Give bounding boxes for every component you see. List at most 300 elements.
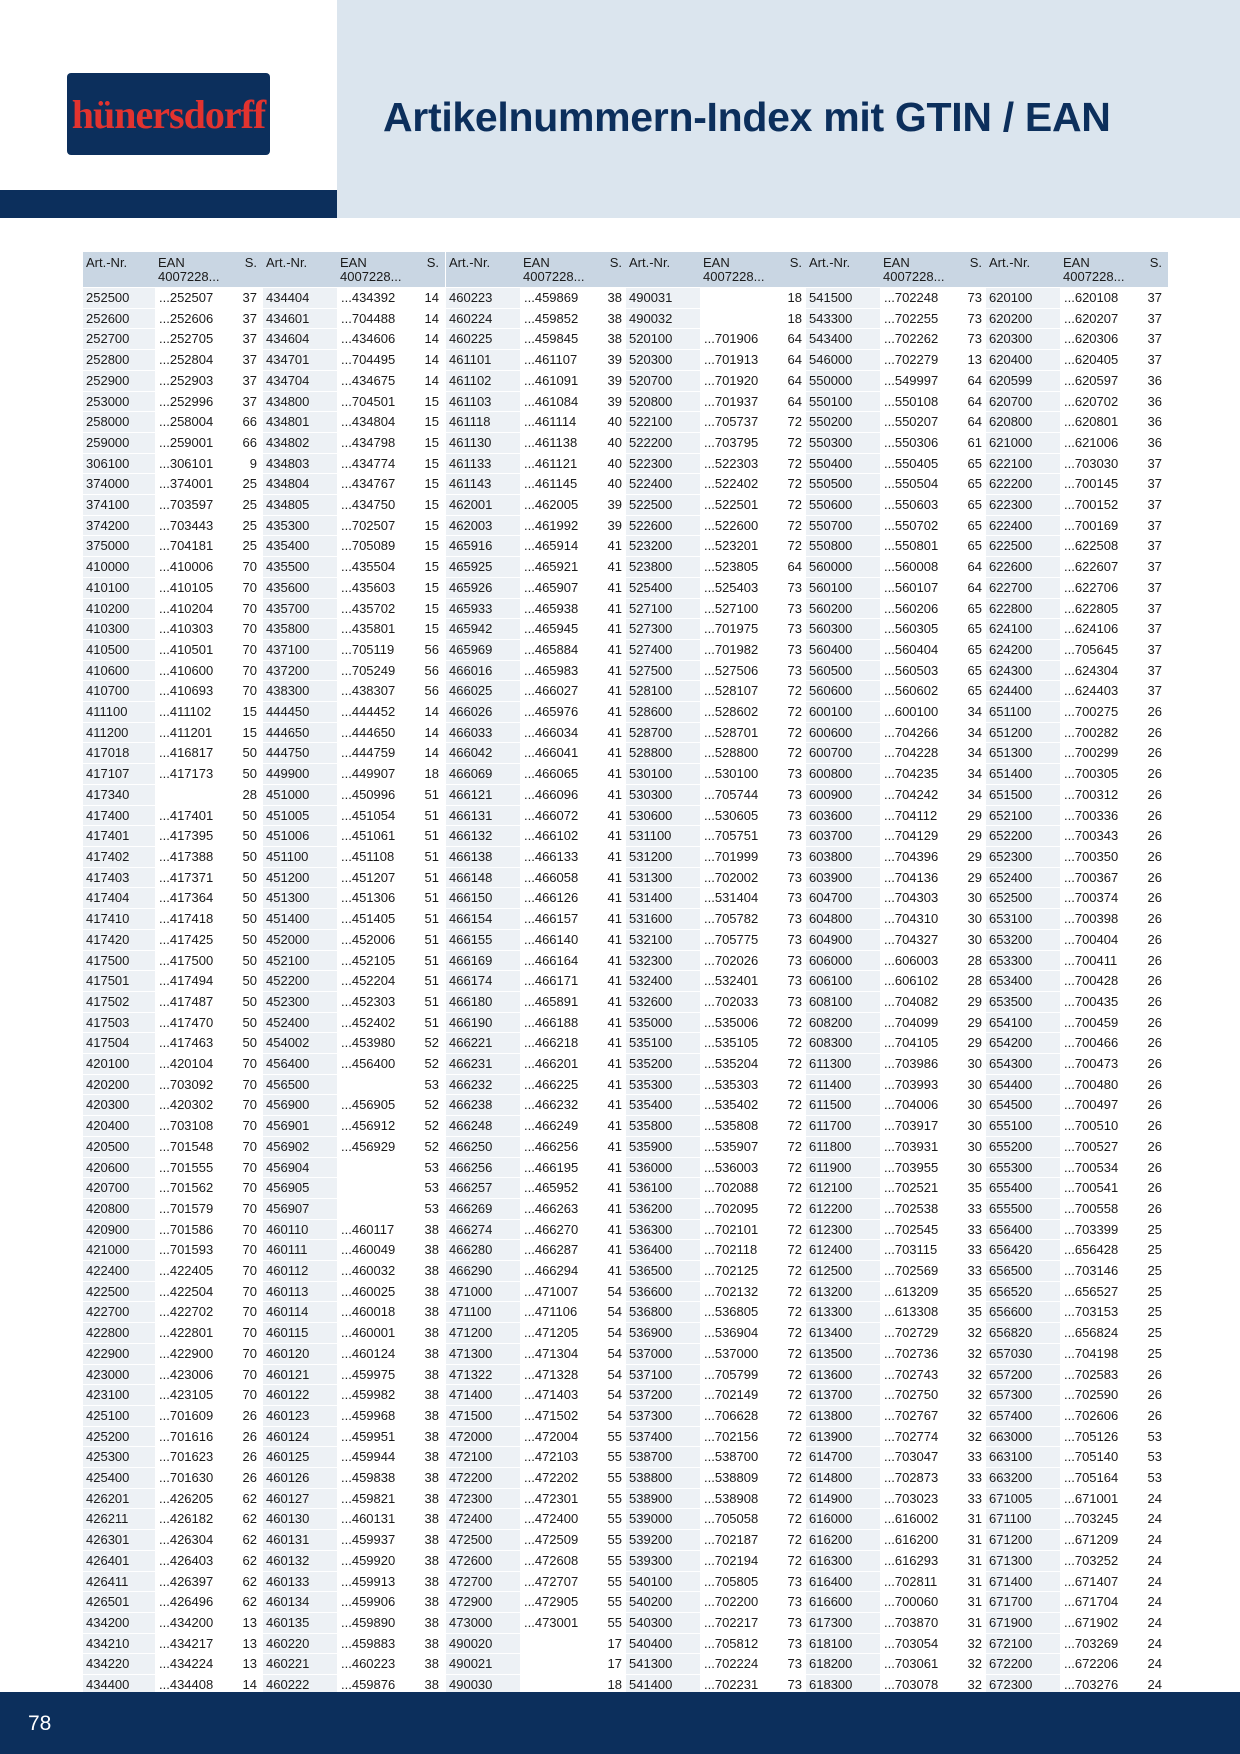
ean-code: ...460131 (337, 1509, 415, 1530)
page-ref: 26 (1138, 743, 1168, 764)
ean-code: ...550306 (880, 432, 958, 453)
page-ref: 55 (598, 1468, 628, 1489)
page-ref: 72 (778, 743, 808, 764)
article-number: 535900 (626, 1136, 700, 1157)
article-number: 613500 (806, 1343, 880, 1364)
article-number: 528100 (626, 681, 700, 702)
page-ref: 14 (415, 370, 445, 391)
table-row (986, 1385, 1168, 1406)
article-number: 540200 (626, 1592, 700, 1613)
page-ref: 38 (415, 1240, 445, 1261)
ean-code: ...702026 (700, 950, 778, 971)
page-ref: 51 (415, 805, 445, 826)
table-row (626, 391, 808, 412)
article-number: 654400 (986, 1074, 1060, 1095)
table-row (263, 681, 445, 702)
article-number: 425100 (83, 1405, 155, 1426)
table-row (263, 702, 445, 723)
article-number: 613600 (806, 1364, 880, 1385)
table-row (806, 950, 988, 971)
table-row (446, 1488, 628, 1509)
ean-code: ...466157 (520, 909, 598, 930)
page-ref: 51 (415, 784, 445, 805)
page-ref: 24 (1138, 1592, 1168, 1613)
ean-code: ...426496 (155, 1592, 233, 1613)
table-row (446, 370, 628, 391)
ean-code: ...705089 (337, 536, 415, 557)
ean-code: ...471403 (520, 1385, 598, 1406)
table-row (446, 991, 628, 1012)
table-header-row (806, 252, 988, 288)
page-ref: 72 (778, 1468, 808, 1489)
ean-code: ...702194 (700, 1550, 778, 1571)
table-header-row (83, 252, 263, 288)
page-ref: 29 (958, 867, 988, 888)
ean-code: ...465907 (520, 577, 598, 598)
article-number: 466042 (446, 743, 520, 764)
article-number: 611700 (806, 1116, 880, 1137)
header-page: S. (1138, 252, 1168, 288)
page-ref: 25 (233, 515, 263, 536)
ean-code: ...527506 (700, 660, 778, 681)
article-number: 374200 (83, 515, 155, 536)
table-row (626, 1654, 808, 1675)
ean-code: ...702200 (700, 1592, 778, 1613)
article-number: 410600 (83, 660, 155, 681)
page-ref: 41 (598, 1261, 628, 1282)
table-row (83, 1488, 263, 1509)
table-row (806, 1323, 988, 1344)
ean-code: ...701548 (155, 1136, 233, 1157)
ean-code: ...620702 (1060, 391, 1138, 412)
article-number: 460134 (263, 1592, 337, 1613)
table-row (446, 1033, 628, 1054)
header-page: S. (778, 252, 808, 288)
table-row (986, 722, 1168, 743)
table-row (626, 1364, 808, 1385)
article-number: 434803 (263, 453, 337, 474)
page-ref: 26 (1138, 702, 1168, 723)
page-ref: 17 (598, 1633, 628, 1654)
ean-code: ...535907 (700, 1136, 778, 1157)
table-row (83, 1571, 263, 1592)
ean-code: ...434606 (337, 329, 415, 350)
article-number: 535200 (626, 1054, 700, 1075)
article-number: 452100 (263, 950, 337, 971)
article-number: 535000 (626, 1012, 700, 1033)
article-number: 471500 (446, 1405, 520, 1426)
article-number: 624100 (986, 619, 1060, 640)
table-row (986, 1509, 1168, 1530)
ean-code: ...704310 (880, 909, 958, 930)
ean-code: ...466041 (520, 743, 598, 764)
page-ref: 26 (1138, 826, 1168, 847)
article-number: 422500 (83, 1281, 155, 1302)
table-row (446, 1281, 628, 1302)
page-ref: 32 (958, 1633, 988, 1654)
table-row (446, 888, 628, 909)
page-ref: 41 (598, 660, 628, 681)
page-ref: 54 (598, 1323, 628, 1344)
table-row (83, 950, 263, 971)
ean-code: ...704228 (880, 743, 958, 764)
table-row (83, 453, 263, 474)
table-row (446, 391, 628, 412)
ean-code: ...704105 (880, 1033, 958, 1054)
ean-code: ...456400 (337, 1054, 415, 1075)
table-row (626, 1074, 808, 1095)
header-art-nr: Art.-Nr. (263, 252, 337, 288)
ean-code: ...703153 (1060, 1302, 1138, 1323)
article-number: 656600 (986, 1302, 1060, 1323)
page-ref: 39 (598, 515, 628, 536)
table-row (446, 639, 628, 660)
page-ref: 62 (233, 1550, 263, 1571)
table-row (446, 681, 628, 702)
ean-code: ...702231 (700, 1675, 778, 1696)
article-number: 420700 (83, 1178, 155, 1199)
article-number: 417401 (83, 826, 155, 847)
ean-code: ...703115 (880, 1240, 958, 1261)
page-ref: 72 (778, 1364, 808, 1385)
table-row (263, 1157, 445, 1178)
ean-code: ...452006 (337, 929, 415, 950)
ean-code: ...701586 (155, 1219, 233, 1240)
ean-code: ...252507 (155, 288, 233, 309)
table-row (263, 1240, 445, 1261)
table-row (83, 681, 263, 702)
ean-code: ...459975 (337, 1364, 415, 1385)
article-number: 417400 (83, 805, 155, 826)
table-row (446, 971, 628, 992)
article-number: 417504 (83, 1033, 155, 1054)
page-ref: 52 (415, 1136, 445, 1157)
page-ref: 70 (233, 1385, 263, 1406)
ean-code: ...252804 (155, 350, 233, 371)
ean-code: ...624106 (1060, 619, 1138, 640)
ean-code: ...411102 (155, 702, 233, 723)
page-ref: 40 (598, 432, 628, 453)
article-number: 490031 (626, 288, 700, 309)
article-number: 671900 (986, 1613, 1060, 1634)
ean-code: ...560008 (880, 557, 958, 578)
ean-code: ...704303 (880, 888, 958, 909)
page-ref: 50 (233, 1012, 263, 1033)
article-number: 466231 (446, 1054, 520, 1075)
article-number: 540400 (626, 1633, 700, 1654)
article-number: 417420 (83, 929, 155, 950)
article-number: 417502 (83, 991, 155, 1012)
ean-code: ...600100 (880, 702, 958, 723)
article-number: 618100 (806, 1633, 880, 1654)
page-ref: 72 (778, 722, 808, 743)
page-ref: 65 (958, 515, 988, 536)
ean-code: ...410006 (155, 557, 233, 578)
page-ref: 37 (1138, 288, 1168, 309)
page-ref: 31 (958, 1530, 988, 1551)
page-ref: 25 (1138, 1219, 1168, 1240)
ean-code: ...702521 (880, 1178, 958, 1199)
ean-code: ...471304 (520, 1343, 598, 1364)
page-ref: 25 (1138, 1323, 1168, 1344)
ean-code: ...451405 (337, 909, 415, 930)
article-number: 560300 (806, 619, 880, 640)
article-number: 622400 (986, 515, 1060, 536)
article-number: 654100 (986, 1012, 1060, 1033)
page-ref: 35 (958, 1178, 988, 1199)
page-ref: 35 (958, 1302, 988, 1323)
article-number: 536900 (626, 1323, 700, 1344)
article-number: 410300 (83, 619, 155, 640)
header-page: S. (958, 252, 988, 288)
ean-code: ...703108 (155, 1116, 233, 1137)
page-ref: 55 (598, 1550, 628, 1571)
page-ref: 70 (233, 1116, 263, 1137)
table-row (446, 474, 628, 495)
page-ref: 37 (233, 350, 263, 371)
page-ref: 37 (1138, 681, 1168, 702)
ean-code: ...536805 (700, 1302, 778, 1323)
page-ref: 28 (958, 950, 988, 971)
article-number: 449900 (263, 764, 337, 785)
page-ref: 26 (1138, 764, 1168, 785)
page-ref: 51 (415, 929, 445, 950)
page-ref: 53 (1138, 1468, 1168, 1489)
page-ref: 70 (233, 1281, 263, 1302)
page-ref: 72 (778, 1261, 808, 1282)
ean-code: ...466126 (520, 888, 598, 909)
table-row (83, 1302, 263, 1323)
page-ref: 70 (233, 1054, 263, 1075)
page-ref: 50 (233, 971, 263, 992)
article-number: 606000 (806, 950, 880, 971)
table-row (83, 1592, 263, 1613)
article-number: 252500 (83, 288, 155, 309)
table-row (446, 950, 628, 971)
ean-code: ...523201 (700, 536, 778, 557)
page-ref: 38 (415, 1302, 445, 1323)
article-number: 653100 (986, 909, 1060, 930)
ean-code: ...423105 (155, 1385, 233, 1406)
ean-code: ...459982 (337, 1385, 415, 1406)
article-number: 434800 (263, 391, 337, 412)
article-number: 523800 (626, 557, 700, 578)
ean-code: ...434774 (337, 453, 415, 474)
table-row (626, 536, 808, 557)
article-number: 473000 (446, 1613, 520, 1634)
article-number: 410100 (83, 577, 155, 598)
page-ref: 54 (598, 1343, 628, 1364)
page-ref: 73 (958, 288, 988, 309)
ean-code: ...471205 (520, 1323, 598, 1344)
ean-code: ...704501 (337, 391, 415, 412)
page-ref: 50 (233, 764, 263, 785)
ean-code: ...700169 (1060, 515, 1138, 536)
article-number: 616200 (806, 1530, 880, 1551)
article-number: 451200 (263, 867, 337, 888)
page-ref: 25 (1138, 1343, 1168, 1364)
page-ref: 41 (598, 826, 628, 847)
ean-code: ...538700 (700, 1447, 778, 1468)
table-row (806, 1571, 988, 1592)
article-number: 621000 (986, 432, 1060, 453)
page-ref: 32 (958, 1385, 988, 1406)
article-number: 612100 (806, 1178, 880, 1199)
article-number: 421000 (83, 1240, 155, 1261)
ean-code: ...704099 (880, 1012, 958, 1033)
table-row (986, 1074, 1168, 1095)
header-ean: EAN 4007228... (880, 252, 958, 288)
table-row (986, 1281, 1168, 1302)
header-page: S. (598, 252, 628, 288)
page-ref: 29 (958, 1012, 988, 1033)
page-ref: 41 (598, 598, 628, 619)
ean-code: ...701593 (155, 1240, 233, 1261)
page-ref: 54 (598, 1385, 628, 1406)
table-row (446, 867, 628, 888)
table-row (986, 329, 1168, 350)
table-row (83, 557, 263, 578)
page-ref: 72 (778, 1281, 808, 1302)
article-number: 471300 (446, 1343, 520, 1364)
ean-code: ...456929 (337, 1136, 415, 1157)
ean-code: ...466195 (520, 1157, 598, 1178)
page-ref: 70 (233, 619, 263, 640)
article-number: 654200 (986, 1033, 1060, 1054)
table-row (446, 1157, 628, 1178)
table-row (446, 1302, 628, 1323)
page-ref: 29 (958, 1033, 988, 1054)
article-number: 651200 (986, 722, 1060, 743)
ean-code: ...473001 (520, 1613, 598, 1634)
ean-code: ...622805 (1060, 598, 1138, 619)
ean-code: ...417425 (155, 929, 233, 950)
page-ref: 30 (958, 1095, 988, 1116)
article-number: 460125 (263, 1447, 337, 1468)
article-number: 657200 (986, 1364, 1060, 1385)
table-row (83, 536, 263, 557)
article-number: 603600 (806, 805, 880, 826)
table-row (446, 702, 628, 723)
ean-code: ...700541 (1060, 1178, 1138, 1199)
article-number: 466238 (446, 1095, 520, 1116)
ean-code: ...700510 (1060, 1116, 1138, 1137)
page-ref: 51 (415, 1012, 445, 1033)
ean-code: ...550801 (880, 536, 958, 557)
ean-code: ...417364 (155, 888, 233, 909)
ean-code: ...449907 (337, 764, 415, 785)
page-ref: 73 (778, 1633, 808, 1654)
page-ref: 13 (233, 1633, 263, 1654)
ean-code: ...704082 (880, 991, 958, 1012)
article-number: 540300 (626, 1613, 700, 1634)
page-ref: 38 (415, 1488, 445, 1509)
table-row (263, 805, 445, 826)
table-row (263, 1613, 445, 1634)
ean-code: ...703061 (880, 1654, 958, 1675)
page-ref: 15 (415, 391, 445, 412)
ean-code: ...702132 (700, 1281, 778, 1302)
table-row (446, 432, 628, 453)
table-row (446, 495, 628, 516)
table-row (626, 950, 808, 971)
page-ref: 33 (958, 1219, 988, 1240)
ean-code (520, 1654, 598, 1675)
ean-code: ...703245 (1060, 1509, 1138, 1530)
ean-code: ...701920 (700, 370, 778, 391)
page-ref: 38 (415, 1633, 445, 1654)
page-ref: 38 (598, 308, 628, 329)
table-row (986, 1116, 1168, 1137)
page-ref: 53 (415, 1074, 445, 1095)
page-ref: 17 (598, 1654, 628, 1675)
article-number: 537000 (626, 1343, 700, 1364)
ean-code: ...700312 (1060, 784, 1138, 805)
page-ref: 38 (415, 1261, 445, 1282)
article-number: 527300 (626, 619, 700, 640)
table-row (626, 639, 808, 660)
ean-code: ...703252 (1060, 1550, 1138, 1571)
ean-code: ...704112 (880, 805, 958, 826)
table-row (806, 909, 988, 930)
ean-code: ...459821 (337, 1488, 415, 1509)
article-number: 438300 (263, 681, 337, 702)
index-column-5 (806, 252, 988, 1696)
table-row (986, 1550, 1168, 1571)
article-number: 604800 (806, 909, 880, 930)
table-row (626, 1530, 808, 1551)
article-number: 426501 (83, 1592, 155, 1613)
ean-code: ...459845 (520, 329, 598, 350)
table-row (986, 350, 1168, 371)
page-ref: 18 (778, 308, 808, 329)
ean-code: ...701937 (700, 391, 778, 412)
ean-code: ...705249 (337, 660, 415, 681)
article-number: 466069 (446, 764, 520, 785)
table-row (626, 1488, 808, 1509)
page-ref: 53 (1138, 1447, 1168, 1468)
article-number: 471100 (446, 1302, 520, 1323)
table-row (263, 1405, 445, 1426)
table-row (986, 1136, 1168, 1157)
page-ref: 64 (778, 557, 808, 578)
table-row (626, 702, 808, 723)
page-ref: 26 (1138, 971, 1168, 992)
page-ref: 70 (233, 1074, 263, 1095)
table-row (83, 329, 263, 350)
ean-code: ...701906 (700, 329, 778, 350)
page-ref: 52 (415, 1116, 445, 1137)
article-number: 624400 (986, 681, 1060, 702)
ean-code: ...461107 (520, 350, 598, 371)
article-number: 460135 (263, 1613, 337, 1634)
page-ref: 72 (778, 432, 808, 453)
article-number: 466154 (446, 909, 520, 930)
page-ref: 72 (778, 1219, 808, 1240)
table-row (806, 784, 988, 805)
article-number: 612400 (806, 1240, 880, 1261)
ean-code: ...705799 (700, 1364, 778, 1385)
table-row (263, 474, 445, 495)
page-ref: 14 (233, 1675, 263, 1696)
table-row (83, 619, 263, 640)
article-number: 520100 (626, 329, 700, 350)
page-ref: 14 (415, 722, 445, 743)
ean-code: ...422900 (155, 1343, 233, 1364)
ean-code: ...461091 (520, 370, 598, 391)
page-ref: 26 (1138, 1405, 1168, 1426)
ean-code: ...451054 (337, 805, 415, 826)
